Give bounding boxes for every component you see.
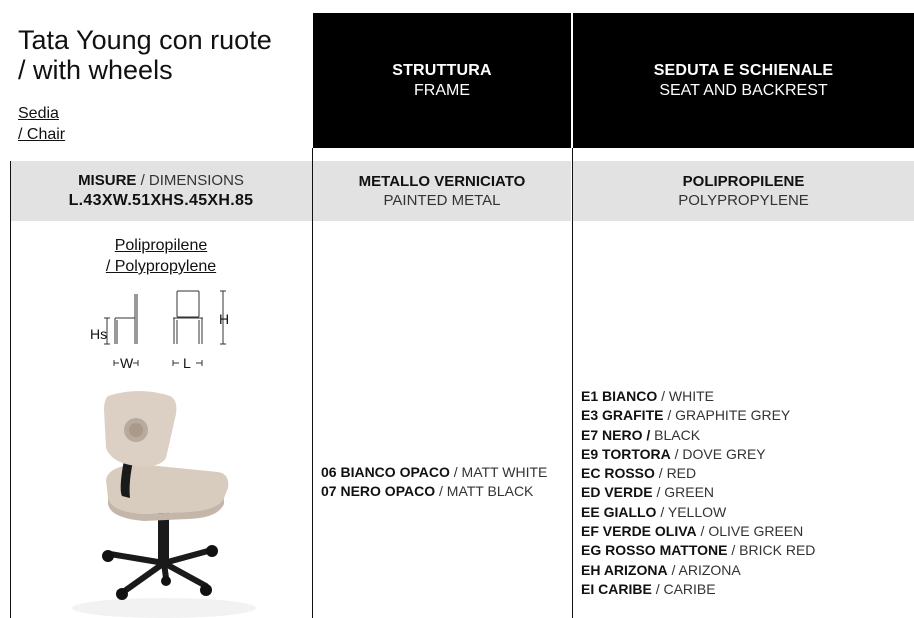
finish-name: / MATT WHITE	[453, 464, 548, 480]
list-item	[581, 522, 815, 541]
dimensions-cell	[10, 161, 312, 221]
finish-code: E9 TORTORA	[581, 445, 671, 462]
h-label: H	[219, 311, 230, 327]
seat-finishes-list	[581, 387, 815, 599]
finish-code: E7 NERO /	[581, 426, 651, 443]
finish-name: / OLIVE GREEN	[700, 523, 804, 540]
seat-header	[573, 13, 914, 148]
finish-name: / CARIBE	[655, 580, 716, 597]
frame-material-name-en: PAINTED METAL	[383, 192, 501, 209]
finish-name: / MATT BLACK	[439, 483, 534, 500]
list-item	[321, 463, 547, 482]
product-title: Tata Young con ruote	[18, 25, 272, 55]
finish-code: EI CARIBE	[581, 580, 652, 597]
list-item	[581, 541, 815, 560]
product-category-en[interactable]: / Chair	[18, 126, 66, 143]
frame-header-label: STRUTTURA	[392, 61, 492, 79]
list-item	[581, 406, 815, 425]
dimension-diagram	[85, 286, 245, 378]
finish-name: BLACK	[654, 426, 701, 443]
finish-name: / ARIZONA	[671, 561, 741, 578]
list-item	[581, 561, 815, 580]
finish-name: / WHITE	[661, 388, 715, 404]
finish-name: / GRAPHITE GREY	[667, 407, 791, 424]
finish-code: 07 NERO OPACO	[321, 483, 436, 500]
finish-code: EH ARIZONA	[581, 561, 668, 578]
variant-material-en[interactable]: / Polypropylene	[105, 258, 217, 275]
seat-header-label: SEDUTA E SCHIENALE	[653, 61, 834, 79]
dimensions-label-en: / DIMENSIONS	[140, 172, 244, 189]
front-view-icon	[173, 291, 226, 366]
chair-image	[48, 388, 276, 618]
list-item	[581, 464, 815, 483]
frame-material-name: METALLO VERNICIATO	[358, 173, 526, 190]
list-item	[581, 387, 815, 406]
product-category[interactable]: Sedia	[18, 105, 59, 122]
frame-finishes-list	[321, 463, 547, 502]
finish-name: / YELLOW	[660, 503, 727, 520]
column-divider-2	[572, 148, 573, 618]
hs-label: Hs	[90, 326, 108, 342]
dimensions-label: MISURE	[78, 172, 137, 189]
dimensions-value: L.43XW.51XHS.45XH.85	[68, 192, 254, 209]
finish-code: EE GIALLO	[581, 503, 657, 520]
frame-header-label-en: FRAME	[414, 81, 470, 99]
finish-code: EF VERDE OLIVA	[581, 523, 697, 540]
column-divider-left	[10, 161, 11, 618]
list-item	[581, 580, 815, 599]
column-divider-1	[312, 148, 313, 618]
variant-material[interactable]: Polipropilene	[114, 237, 208, 254]
l-label: L	[183, 355, 191, 371]
finish-name: / RED	[658, 465, 697, 482]
finish-code: EG ROSSO MATTONE	[581, 542, 728, 559]
finish-code: ED VERDE	[581, 484, 653, 501]
finish-code: 06 BIANCO OPACO	[321, 464, 450, 480]
finish-name: / GREEN	[656, 484, 715, 501]
seat-material-name-en: POLYPROPYLENE	[678, 192, 809, 209]
list-item	[581, 503, 815, 522]
finish-code: EC ROSSO	[581, 465, 655, 482]
list-item	[581, 483, 815, 502]
w-label: W	[120, 355, 134, 371]
finish-code: E3 GRAFITE	[581, 407, 664, 424]
frame-header	[313, 13, 571, 148]
finish-code: E1 BIANCO	[581, 388, 658, 404]
seat-header-label-en: SEAT AND BACKREST	[659, 81, 828, 99]
list-item	[321, 482, 547, 501]
product-title-en: / with wheels	[18, 55, 173, 85]
seat-material-cell	[573, 161, 914, 221]
finish-name: / BRICK RED	[731, 542, 816, 559]
list-item	[581, 426, 815, 445]
list-item	[581, 445, 815, 464]
seat-material-name: POLIPROPILENE	[682, 173, 805, 190]
frame-material-cell	[313, 161, 571, 221]
finish-name: / DOVE GREY	[674, 445, 766, 462]
